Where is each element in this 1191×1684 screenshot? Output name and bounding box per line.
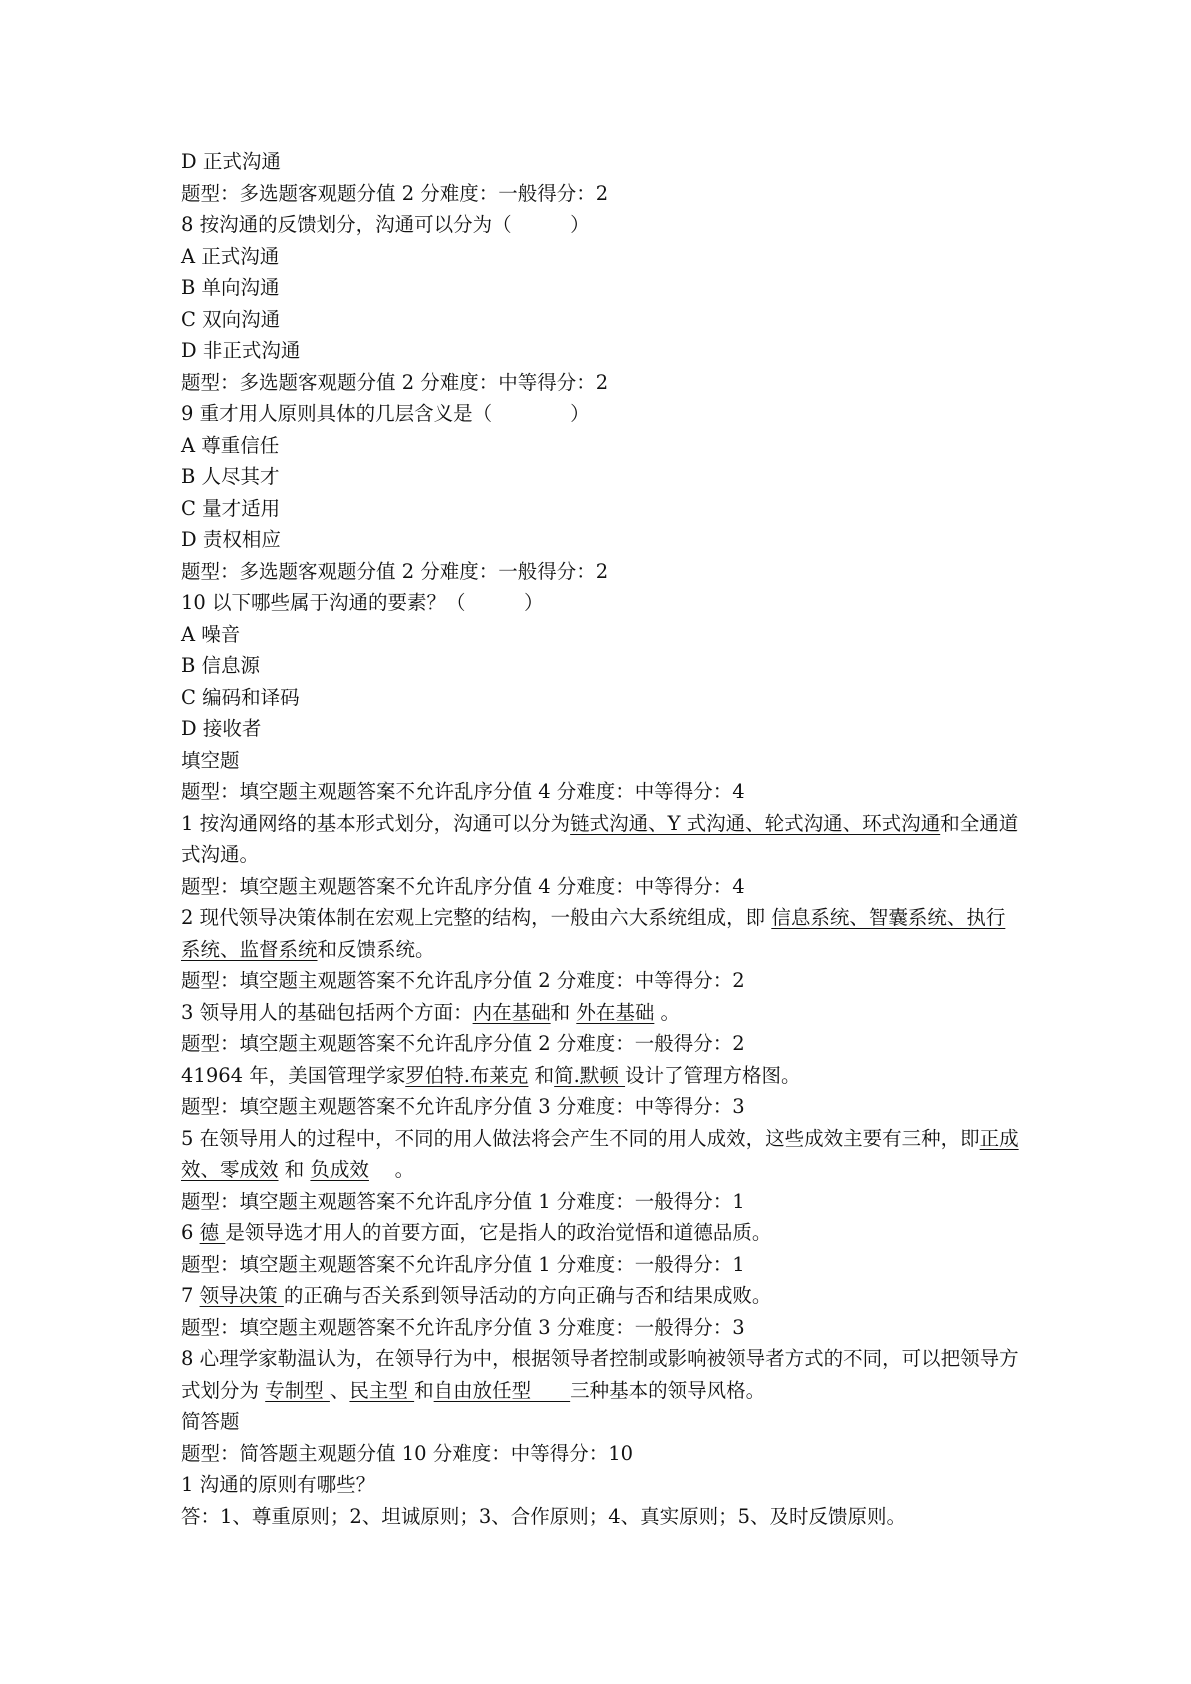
fill4-text-post: 设计了管理方格图。 [625,1063,801,1087]
fill8-answer-2: 民主型 [349,1378,415,1402]
fill2-text-post: 和反馈系统。 [317,937,435,961]
short1-answer: 答：1、尊重原则；2、坦诚原则；3、合作原则；4、真实原则；5、及时反馈原则。 [181,1504,907,1528]
fill8-answer-3: 自由放任型 [433,1378,571,1402]
q9-option-c: C 量才适用 [181,496,281,520]
q8-meta: 题型：多选题客观题分值 2 分难度：中等得分：2 [181,370,609,394]
fill5-question [181,1123,1021,1186]
fill7-answer: 领导决策 [199,1284,284,1307]
fill5-answer-2: 负成效 [310,1158,369,1181]
fill1-question [181,808,1021,871]
fill5-text-mid: 和 [278,1158,311,1181]
q9-option-a: A 尊重信任 [181,433,280,457]
short-section-heading: 简答题 [181,1410,240,1433]
fill2-answer: 信息系统、智囊系统、执行系统、监督系统 [181,906,1006,961]
q9-option-d: D 责权相应 [181,528,281,551]
fill4-answer-1: 罗伯特.布莱克 [405,1063,529,1087]
q7-option-d: D 正式沟通 [181,150,281,173]
fill8-text-post: 三种基本的领导风格。 [570,1378,766,1402]
short1-question: 1 沟通的原则有哪些？ [181,1473,376,1496]
fill7-meta: 题型：填空题主观题答案不允许乱序分值 1 分难度：一般得分：1 [181,1252,745,1276]
fill1-text-post: 和全通道式沟通。 [181,811,1019,866]
fill8-text-pre: 8 心理学家勒温认为，在领导行为中，根据领导者控制或影响被领导者方式的不同，可以把领导方式划分为 [181,1347,1019,1402]
q9-option-b: B 人尽其才 [181,465,280,488]
q10-option-c: C 编码和译码 [181,685,300,709]
fill6-text-post: 是领导选才用人的首要方面，它是指人的政治觉悟和道德品质。 [225,1221,772,1244]
q9-meta: 题型：多选题客观题分值 2 分难度：一般得分：2 [181,559,609,583]
fill8-text-sep: 、 [329,1378,350,1402]
fill3-meta: 题型：填空题主观题答案不允许乱序分值 2 分难度：中等得分：2 [181,969,745,992]
q8-option-d: D 非正式沟通 [181,339,301,362]
exam-content [181,146,1021,1532]
fill3-text-post: 。 [654,1000,681,1024]
fill8-meta: 题型：填空题主观题答案不允许乱序分值 3 分难度：一般得分：3 [181,1315,745,1339]
q8-stem: 8 按沟通的反馈划分，沟通可以分为（ ） [181,213,590,236]
fill3-answer-2: 外在基础 [576,1000,655,1024]
q8-option-b: B 单向沟通 [181,276,280,299]
short1-meta: 题型：简答题主观题分值 10 分难度：中等得分：10 [181,1441,634,1465]
fill6-answer: 德 [199,1221,226,1244]
fill4-question [181,1060,1021,1092]
fill5-text-post: 。 [368,1158,415,1181]
fill6-text-pre: 6 [181,1221,200,1244]
q10-option-d: D 接收者 [181,717,262,740]
q10-stem: 10 以下哪些属于沟通的要素？（ ） [181,591,544,614]
fill3-text-pre: 3 领导用人的基础包括两个方面： [181,1000,473,1024]
fill3-text-mid: 和 [550,1000,577,1024]
fill1-text-pre: 1 按沟通网络的基本形式划分，沟通可以分为 [181,811,571,835]
fill4-text-pre: 41964 年，美国管理学家 [181,1063,406,1087]
fill2-text-pre: 2 现代领导决策体制在宏观上完整的结构，一般由六大系统组成，即 [181,906,772,929]
fill2-meta: 题型：填空题主观题答案不允许乱序分值 4 分难度：中等得分：4 [181,874,745,898]
q8-option-c: C 双向沟通 [181,307,281,331]
q8-option-a: A 正式沟通 [181,244,280,268]
fill2-question [181,902,1021,965]
fill4-answer-2: 简.默顿 [554,1063,626,1087]
fill7-text-post: 的正确与否关系到领导活动的方向正确与否和结果成败。 [283,1284,772,1307]
fill8-text-mid: 和 [414,1378,434,1402]
fill5-text-pre: 5 在领导用人的过程中，不同的用人做法将会产生不同的用人成效，这些成效主要有三种，即 [181,1126,980,1150]
fill-section-heading: 填空题 [181,748,240,772]
fill4-meta: 题型：填空题主观题答案不允许乱序分值 2 分难度：一般得分：2 [181,1032,745,1055]
fill8-answer-1: 专制型 [265,1378,330,1402]
fill5-answer-1: 正成效、零成效 [181,1126,1019,1181]
q7-meta: 题型：多选题客观题分值 2 分难度：一般得分：2 [181,181,609,205]
fill7-question [181,1280,1021,1312]
fill6-meta: 题型：填空题主观题答案不允许乱序分值 1 分难度：一般得分：1 [181,1189,745,1213]
fill1-meta: 题型：填空题主观题答案不允许乱序分值 4 分难度：中等得分：4 [181,780,745,803]
fill6-question [181,1217,1021,1249]
fill3-question [181,997,1021,1029]
q9-stem: 9 重才用人原则具体的几层含义是（ ） [181,402,590,425]
fill5-meta: 题型：填空题主观题答案不允许乱序分值 3 分难度：中等得分：3 [181,1095,745,1118]
fill3-answer-1: 内在基础 [472,1000,551,1024]
fill7-text-pre: 7 [181,1284,200,1307]
fill4-text-mid: 和 [528,1063,555,1087]
q10-option-b: B 信息源 [181,654,261,677]
q10-option-a: A 噪音 [181,622,241,646]
fill8-question [181,1343,1021,1406]
fill1-answer: 链式沟通、Y 式沟通、轮式沟通、环式沟通 [570,811,941,835]
